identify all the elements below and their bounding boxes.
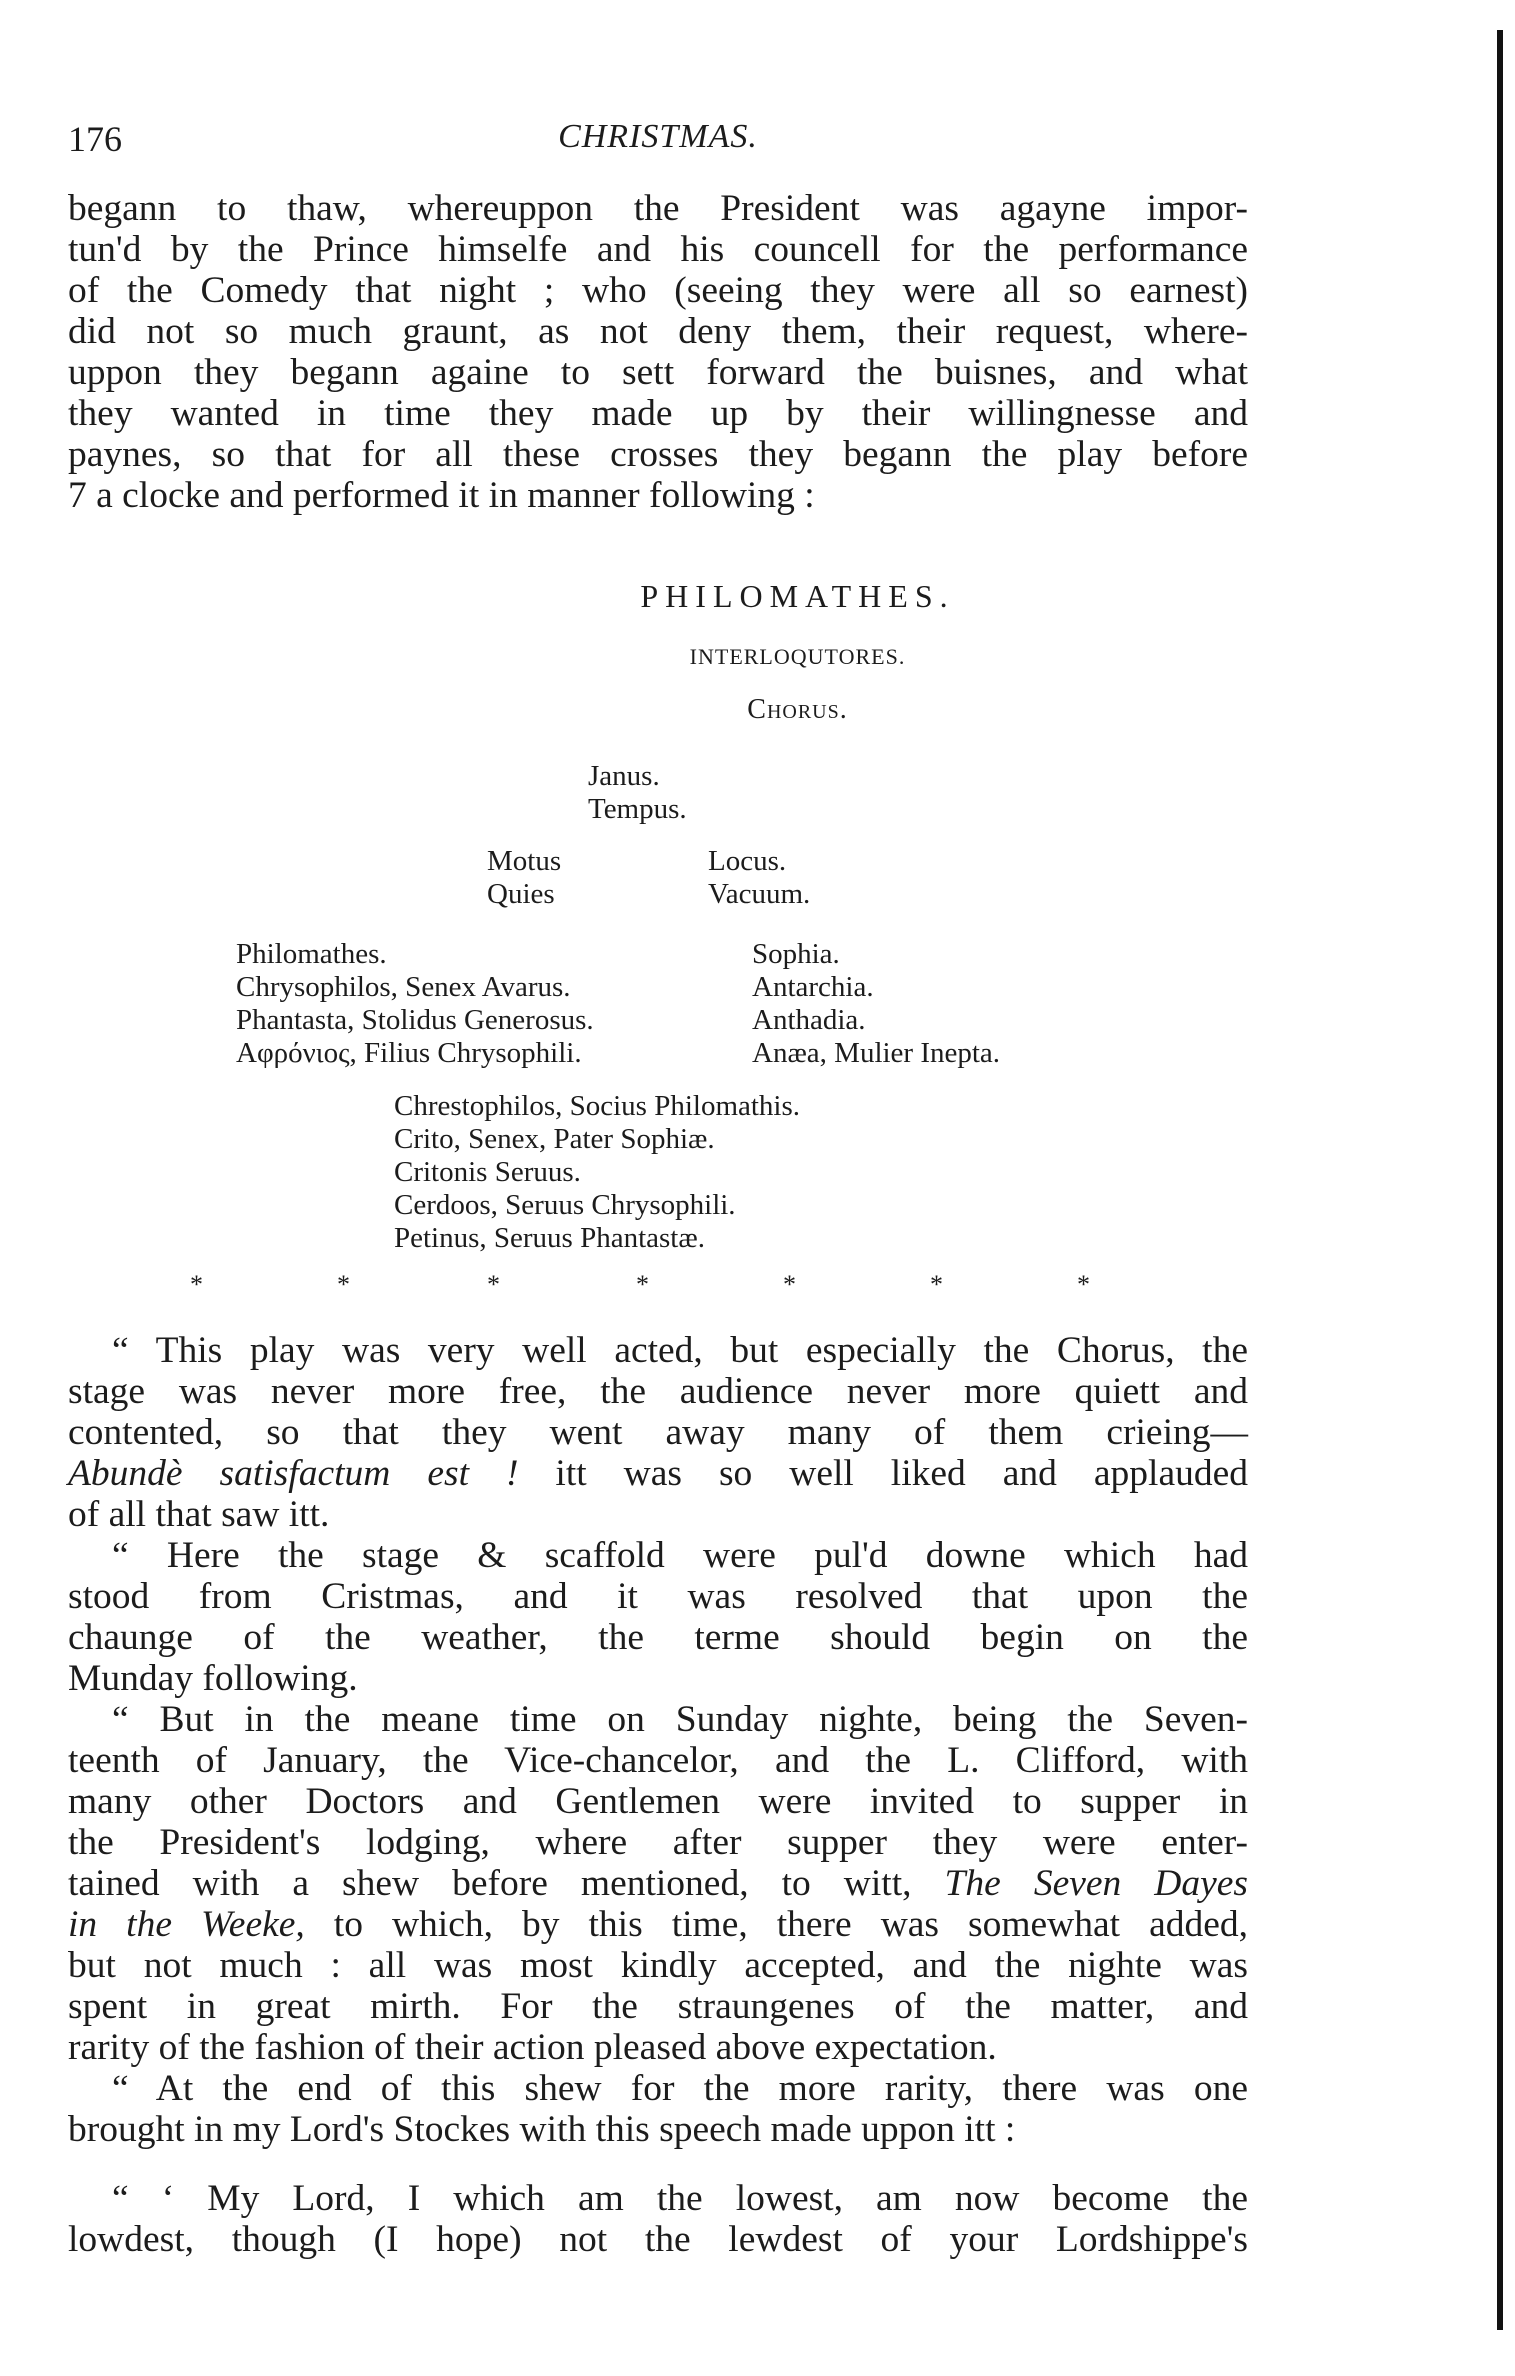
text-line: “ This play was very well acted, but especially the Chorus, the	[112, 1330, 1248, 1371]
cast-entry: Petinus, Seruus Phantastæ.	[394, 1222, 705, 1254]
latin-phrase: Abundè satisfactum est !	[68, 1453, 519, 1494]
cast-entry: Philomathes.	[236, 938, 387, 970]
text-line: chaunge of the weather, the terme should begin on the	[68, 1617, 1248, 1658]
cast-entry: Anæa, Mulier Inepta.	[752, 1037, 1001, 1069]
paragraph-opening	[68, 188, 1248, 516]
text-line: “ But in the meane time on Sunday nighte, being the Seven-	[112, 1699, 1248, 1740]
play-title: PHILOMATHES.	[640, 578, 955, 614]
text-line: “ Here the stage & scaffold were pul'd downe which had	[112, 1535, 1248, 1576]
text-line: Munday following.	[68, 1658, 358, 1699]
text-line: “ ‘ My Lord, I which am the lowest, am now become the	[112, 2178, 1248, 2219]
work-title: in the Weeke,	[68, 1904, 305, 1945]
cast-heading: INTERLOQUTORES.	[689, 644, 906, 669]
cast-entry: Chrysophilos, Senex Avarus.	[236, 971, 571, 1003]
text-line: teenth of January, the Vice-chancelor, and the L. Clifford, with	[68, 1740, 1248, 1781]
asterisk: *	[930, 1270, 943, 1299]
text-line: stage was never more free, the audience never more quiett and	[68, 1371, 1248, 1412]
cast-right-pair	[708, 845, 810, 911]
cast-entry: Locus.	[708, 845, 787, 877]
asterisk: *	[487, 1270, 500, 1299]
cast-entry: Motus	[487, 845, 562, 877]
cast-left-pair	[487, 845, 561, 911]
paragraph-supper	[68, 1699, 1248, 2068]
cast-entry: Phantasta, Stolidus Generosus.	[236, 1004, 594, 1036]
text-line: stood from Cristmas, and it was resolved that upon the	[68, 1576, 1248, 1617]
binding-edge-line	[1497, 30, 1503, 2330]
cast-left-column	[236, 938, 594, 1070]
asterism	[140, 1270, 1140, 1310]
text-line: of all that saw itt.	[68, 1494, 330, 1535]
asterisk: *	[1077, 1270, 1090, 1299]
text-line: spent in great mirth. For the straungenes of the matter, and	[68, 1986, 1248, 2027]
cast-entry: Αφρόνιος, Filius Chrysophili.	[236, 1037, 582, 1069]
cast-center-pair	[588, 760, 687, 826]
cast-entry: Tempus.	[588, 793, 687, 825]
chorus-heading: Chorus.	[747, 694, 848, 725]
page-number: 176	[68, 119, 122, 159]
cast-entry: Quies	[487, 878, 555, 910]
text-line: lowdest, though (I hope) not the lewdest of your Lordshippe's	[68, 2219, 1248, 2260]
text-line: 7 a clocke and performed it in manner following :	[68, 475, 815, 516]
text-line: Abundè satisfactum est ! itt was so well liked and applauded	[68, 1453, 1248, 1494]
paragraph-play-review	[68, 1330, 1248, 1535]
text-line: paynes, so that for all these crosses they begann the play before	[68, 434, 1248, 475]
text-line: in the Weeke, to which, by this time, there was somewhat added,	[68, 1904, 1249, 1945]
running-title: CHRISTMAS.	[558, 118, 758, 155]
cast-entry: Anthadia.	[752, 1004, 866, 1036]
text-line: of the Comedy that night ; who (seeing they were all so earnest)	[68, 270, 1248, 311]
text-line: but not much : all was most kindly accepted, and the nighte was	[68, 1945, 1248, 1986]
text-line: brought in my Lord's Stockes with this speech made uppon itt :	[68, 2109, 1016, 2150]
text-line: contented, so that they went away many of them crieing—	[68, 1412, 1248, 1453]
cast-entry: Cerdoos, Seruus Chrysophili.	[394, 1189, 736, 1221]
text-line: did not so much graunt, as not deny them, their request, where-	[68, 311, 1248, 352]
paragraph-stockes	[68, 2068, 1248, 2150]
cast-entry: Crito, Senex, Pater Sophiæ.	[394, 1123, 715, 1155]
text-line: the President's lodging, where after supper they were enter-	[68, 1822, 1248, 1863]
asterisk: *	[636, 1270, 649, 1299]
cast-entry: Vacuum.	[708, 878, 811, 910]
text-line: tun'd by the Prince himselfe and his councell for the performance	[68, 229, 1248, 270]
text-line: they wanted in time they made up by their willingnesse and	[68, 393, 1248, 434]
cast-entry: Chrestophilos, Socius Philomathis.	[394, 1090, 801, 1122]
asterisk: *	[337, 1270, 350, 1299]
cast-entry: Antarchia.	[752, 971, 874, 1003]
cast-entry: Janus.	[588, 760, 660, 792]
cast-bottom-list	[394, 1090, 800, 1255]
text-line: rarity of the fashion of their action pleased above expectation.	[68, 2027, 997, 2068]
cast-entry: Critonis Seruus.	[394, 1156, 581, 1188]
work-title: The Seven Dayes	[944, 1863, 1248, 1904]
paragraph-stage	[68, 1535, 1248, 1699]
text-line: uppon they begann againe to sett forward the buisnes, and what	[68, 352, 1248, 393]
text-line: many other Doctors and Gentlemen were invited to supper in	[68, 1781, 1248, 1822]
cast-entry: Sophia.	[752, 938, 840, 970]
text-line: “ At the end of this shew for the more rarity, there was one	[112, 2068, 1248, 2109]
running-head	[68, 118, 1248, 168]
asterisk: *	[190, 1270, 203, 1299]
text-line: tained with a shew before mentioned, to witt, The Seven Dayes	[68, 1863, 1248, 1904]
cast-right-column	[752, 938, 1000, 1070]
text-line: begann to thaw, whereuppon the President was agayne impor-	[68, 188, 1248, 229]
paragraph-speech	[68, 2178, 1248, 2260]
asterisk: *	[783, 1270, 796, 1299]
